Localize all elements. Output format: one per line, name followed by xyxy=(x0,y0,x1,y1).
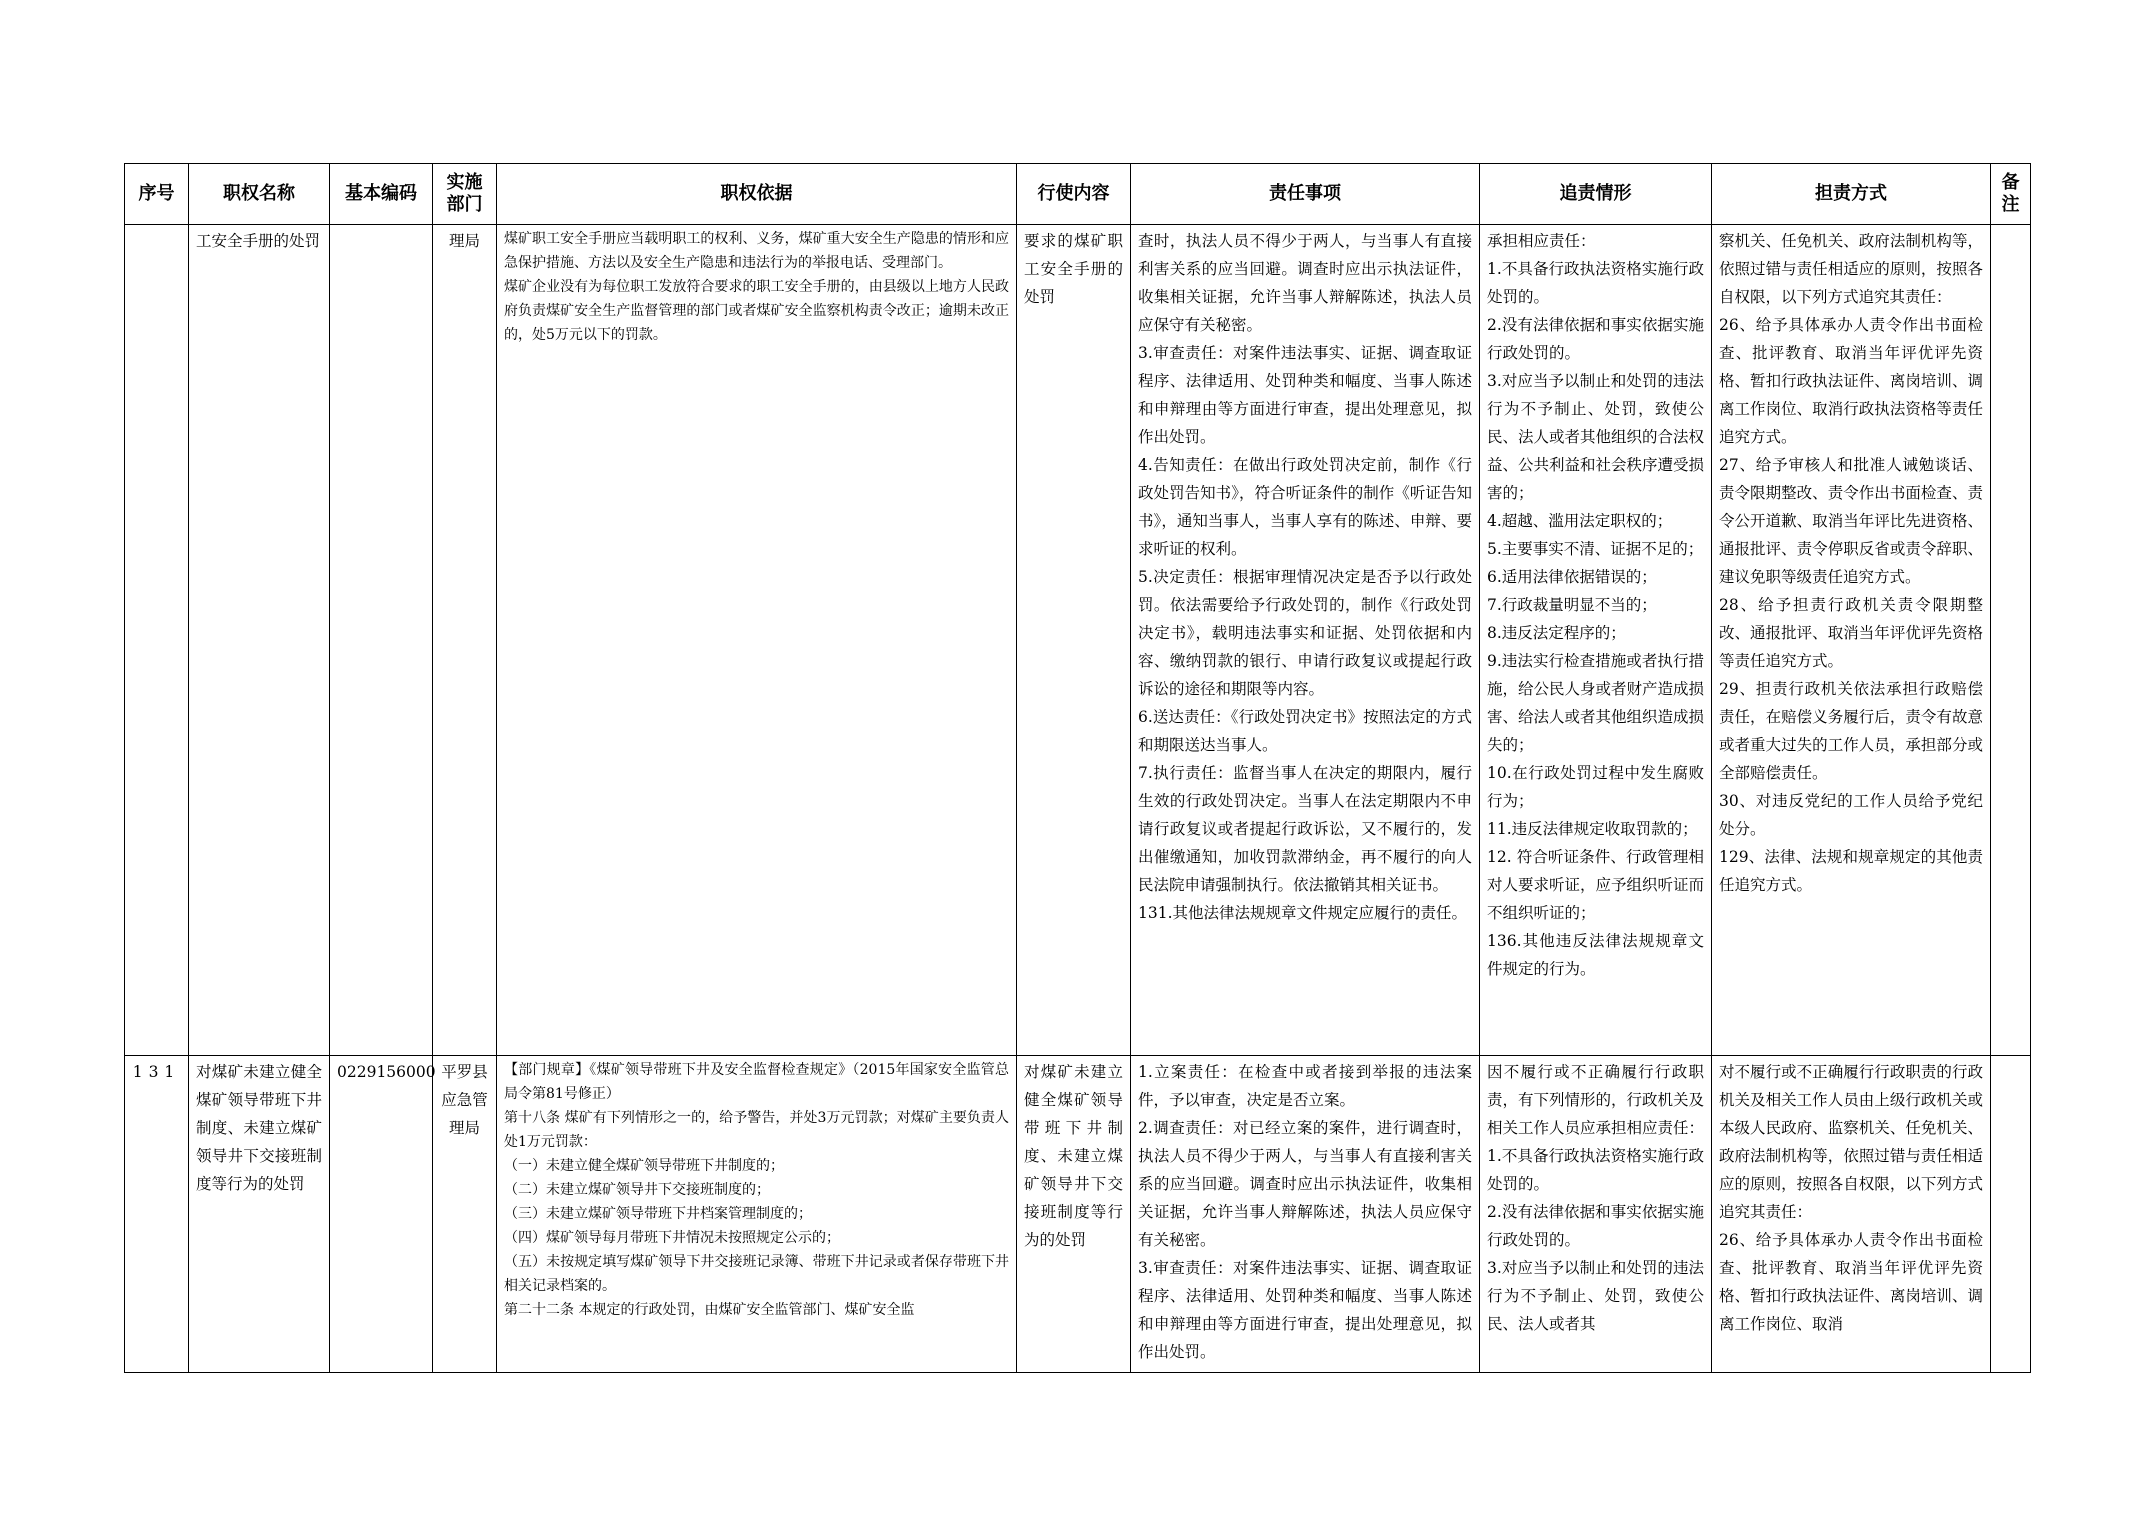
header-basis: 职权依据 xyxy=(497,164,1017,225)
row2-note xyxy=(1991,1056,2031,1373)
row2-seq: 131 xyxy=(125,1056,189,1373)
row1-dept: 理局 xyxy=(433,225,497,1056)
header-note: 备注 xyxy=(1991,164,2031,225)
row1-content: 要求的煤矿职工安全手册的处罚 xyxy=(1017,225,1131,1056)
row2-name: 对煤矿未建立健全煤矿领导带班下井制度、未建立煤矿领导井下交接班制度等行为的处罚 xyxy=(189,1056,330,1373)
row2-content: 对煤矿未建立健全煤矿领导带班下井制度、未建立煤矿领导井下交接班制度等行为的处罚 xyxy=(1017,1056,1131,1373)
row2-duty: 1.立案责任：在检查中或者接到举报的违法案件，予以审查，决定是否立案。 2.调查责任：对已经立案的案件，进行调查时，执法人员不得少于两人，与当事人有直接利害关系的应当回避。调查时应出示执法证件，收集相关证据，允许当事人辩解陈述，执法人员应保守有关秘密。 3.审查责任：对案件违法事实、证据、调查取证程序、法律适用、处罚种类和幅度、当事人陈述和申辩理由等方面进行审查，提出处理意见，拟作出处罚。 xyxy=(1131,1056,1480,1373)
header-dept: 实施部门 xyxy=(433,164,497,225)
row1-code xyxy=(330,225,433,1056)
row2-code: 0229156000 xyxy=(330,1056,433,1373)
table-row xyxy=(125,1056,2031,1373)
row2-method: 对不履行或不正确履行行政职责的行政机关及相关工作人员由上级行政机关或本级人民政府、监察机关、任免机关、政府法制机构等，依照过错与责任相适应的原则，按照各自权限，以下列方式追究其责任： 26、给予具体承办人责令作出书面检查、批评教育、取消当年评优评先资格、暂扣行政执法证件、离岗培训、调离工作岗位、取消 xyxy=(1712,1056,1991,1373)
row1-note xyxy=(1991,225,2031,1056)
authority-table xyxy=(124,163,2031,1373)
header-method: 担责方式 xyxy=(1712,164,1991,225)
header-duty: 责任事项 xyxy=(1131,164,1480,225)
header-seq: 序号 xyxy=(125,164,189,225)
header-code: 基本编码 xyxy=(330,164,433,225)
row2-dept: 平罗县应急管理局 xyxy=(433,1056,497,1373)
row1-basis: 煤矿职工安全手册应当载明职工的权利、义务，煤矿重大安全生产隐患的情形和应急保护措施、方法以及安全生产隐患和违法行为的举报电话、受理部门。 煤矿企业没有为每位职工发放符合要求的职工安全手册的，由县级以上地方人民政府负责煤矿安全生产监督管理的部门或者煤矿安全监察机构责令改正；逾期未改正的，处5万元以下的罚款。 xyxy=(497,225,1017,1056)
header-accountability: 追责情形 xyxy=(1480,164,1712,225)
header-name: 职权名称 xyxy=(189,164,330,225)
row1-accountability: 承担相应责任： 1.不具备行政执法资格实施行政处罚的。 2.没有法律依据和事实依据实施行政处罚的。 3.对应当予以制止和处罚的违法行为不予制止、处罚，致使公民、法人或者其他组织的合法权益、公共利益和社会秩序遭受损害的； 4.超越、滥用法定职权的； 5.主要事实不清、证据不足的； 6.适用法律依据错误的； 7.行政裁量明显不当的； 8.违反法定程序的； 9.违法实行检查措施或者执行措施，给公民人身或者财产造成损害、给法人或者其他组织造成损失的； 10.在行政处罚过程中发生腐败行为； 11.违反法律规定收取罚款的； 12. 符合听证条件、行政管理相对人要求听证，应予组织听证而不组织听证的； 136.其他违反法律法规规章文件规定的行为。 xyxy=(1480,225,1712,1056)
row1-seq xyxy=(125,225,189,1056)
row1-method: 察机关、任免机关、政府法制机构等，依照过错与责任相适应的原则，按照各自权限，以下列方式追究其责任： 26、给予具体承办人责令作出书面检查、批评教育、取消当年评优评先资格、暂扣行政执法证件、离岗培训、调离工作岗位、取消行政执法资格等责任追究方式。 27、给予审核人和批准人诫勉谈话、责令限期整改、责令作出书面检查、责令公开道歉、取消当年评比先进资格、通报批评、责令停职反省或责令辞职、建议免职等级责任追究方式。 28、给予担责行政机关责令限期整改、通报批评、取消当年评优评先资格等责任追究方式。 29、担责行政机关依法承担行政赔偿责任，在赔偿义务履行后，责令有故意或者重大过失的工作人员，承担部分或全部赔偿责任。 30、对违反党纪的工作人员给予党纪处分。 129、法律、法规和规章规定的其他责任追究方式。 xyxy=(1712,225,1991,1056)
table-row xyxy=(125,225,2031,1056)
row1-duty: 查时，执法人员不得少于两人，与当事人有直接利害关系的应当回避。调查时应出示执法证件，收集相关证据，允许当事人辩解陈述，执法人员应保守有关秘密。 3.审查责任：对案件违法事实、证据、调查取证程序、法律适用、处罚种类和幅度、当事人陈述和申辩理由等方面进行审查，提出处理意见，拟作出处罚。 4.告知责任：在做出行政处罚决定前，制作《行政处罚告知书》，符合听证条件的制作《听证告知书》，通知当事人，当事人享有的陈述、申辩、要求听证的权利。 5.决定责任：根据审理情况决定是否予以行政处罚。依法需要给予行政处罚的，制作《行政处罚决定书》，载明违法事实和证据、处罚依据和内容、缴纳罚款的银行、申请行政复议或提起行政诉讼的途径和期限等内容。 6.送达责任：《行政处罚决定书》按照法定的方式和期限送达当事人。 7.执行责任：监督当事人在决定的期限内，履行生效的行政处罚决定。当事人在法定期限内不申请行政复议或者提起行政诉讼，又不履行的，发出催缴通知，加收罚款滞纳金，再不履行的向人民法院申请强制执行。依法撤销其相关证书。 131.其他法律法规规章文件规定应履行的责任。 xyxy=(1131,225,1480,1056)
header-row xyxy=(125,164,2031,225)
row2-accountability: 因不履行或不正确履行行政职责，有下列情形的，行政机关及相关工作人员应承担相应责任： 1.不具备行政执法资格实施行政处罚的。 2.没有法律依据和事实依据实施行政处罚的。 3.对应当予以制止和处罚的违法行为不予制止、处罚，致使公民、法人或者其 xyxy=(1480,1056,1712,1373)
row1-name: 工安全手册的处罚 xyxy=(189,225,330,1056)
header-content: 行使内容 xyxy=(1017,164,1131,225)
row2-basis: 【部门规章】《煤矿领导带班下井及安全监督检查规定》（2015年国家安全监管总局令第81号修正） 第十八条 煤矿有下列情形之一的，给予警告，并处3万元罚款；对煤矿主要负责人处1万元罚款： （一）未建立健全煤矿领导带班下井制度的； （二）未建立煤矿领导井下交接班制度的； （三）未建立煤矿领导带班下井档案管理制度的； （四）煤矿领导每月带班下井情况未按照规定公示的； （五）未按规定填写煤矿领导下井交接班记录簿、带班下井记录或者保存带班下井相关记录档案的。 第二十二条 本规定的行政处罚，由煤矿安全监管部门、煤矿安全监 xyxy=(497,1056,1017,1373)
